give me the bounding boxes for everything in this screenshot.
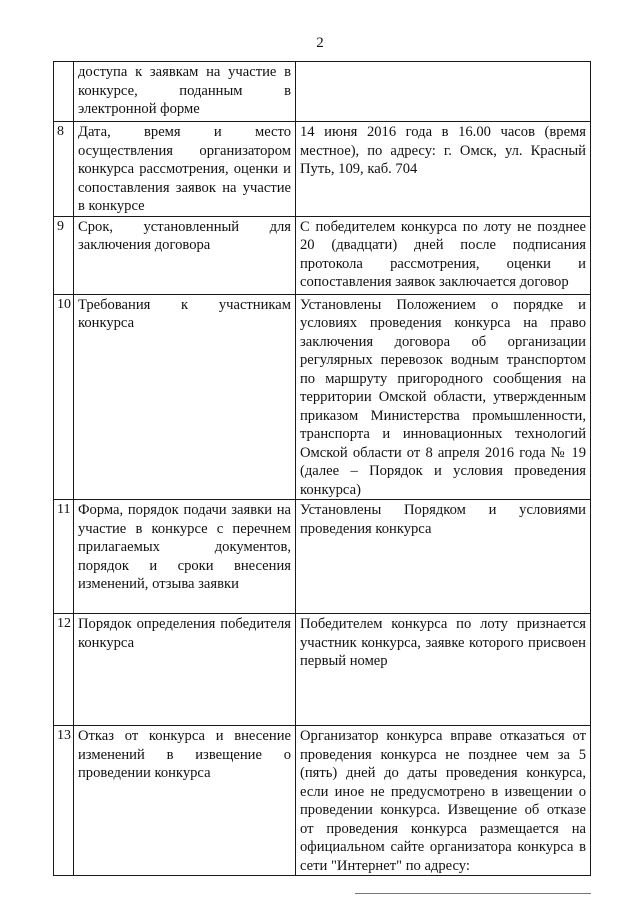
table-row (54, 122, 591, 217)
row-item-name: Форма, порядок подачи заявки на участие в конкурсе с перечнем прилагаемых документов, порядок и сроки внесения изменений, отзыва заявки (74, 500, 296, 614)
table-row (54, 216, 591, 294)
table-row (54, 726, 591, 876)
table-row (54, 62, 591, 122)
row-number: 13 (54, 726, 74, 876)
table-row (54, 500, 591, 614)
row-item-name: Срок, установленный для заключения договора (74, 216, 296, 294)
row-number: 9 (54, 216, 74, 294)
row-item-value: Организатор конкурса вправе отказаться от проведения конкурса не позднее чем за 5 (пять) дней до даты проведения конкурса, если иное не предусмотрено в извещении о проведении конкурса. Извещение об отказе от проведения конкурса размещается на официальном сайте организатора конкурса в сети "Интернет" по адресу: (296, 726, 591, 876)
row-item-name: доступа к заявкам на участие в конкурсе, поданным в электронной форме (74, 62, 296, 122)
row-item-value: Победителем конкурса по лоту признается участник конкурса, заявке которого присвоен первый номер (296, 614, 591, 726)
row-number: 8 (54, 122, 74, 217)
row-item-name: Дата, время и место осуществления организатором конкурса рассмотрения, оценки и сопоставления заявок на участие в конкурсе (74, 122, 296, 217)
row-item-name: Требования к участникам конкурса (74, 294, 296, 500)
row-item-name: Отказ от конкурса и внесение изменений в извещение о проведении конкурса (74, 726, 296, 876)
row-number (54, 62, 74, 122)
row-item-value (296, 62, 591, 122)
row-item-value: Установлены Положением о порядке и условиях проведения конкурса на право заключения договора об организации регулярных перевозок водным транспортом по маршруту пригородного сообщения на территории Омской области, утвержденным приказом Министерства промышленности, транспорта и инновационных технологий Омской области от 8 апреля 2016 года № 19 (далее – Порядок и условия проведения конкурса) (296, 294, 591, 500)
table-row (54, 614, 591, 726)
row-item-value: 14 июня 2016 года в 16.00 часов (время местное), по адресу: г. Омск, ул. Красный Путь, 109, каб. 704 (296, 122, 591, 217)
row-number: 12 (54, 614, 74, 726)
row-number: 11 (54, 500, 74, 614)
page-number: 2 (316, 35, 324, 51)
row-item-value: С победителем конкурса по лоту не позднее 20 (двадцати) дней после подписания протокола рассмотрения, оценки и сопоставления заявок заключается договор (296, 216, 591, 294)
row-item-name: Порядок определения победителя конкурса (74, 614, 296, 726)
row-item-value: Установлены Порядком и условиями проведения конкурса (296, 500, 591, 614)
row-number: 10 (54, 294, 74, 500)
table-row (54, 294, 591, 500)
notice-table (53, 61, 591, 876)
footer-rule (355, 893, 591, 894)
